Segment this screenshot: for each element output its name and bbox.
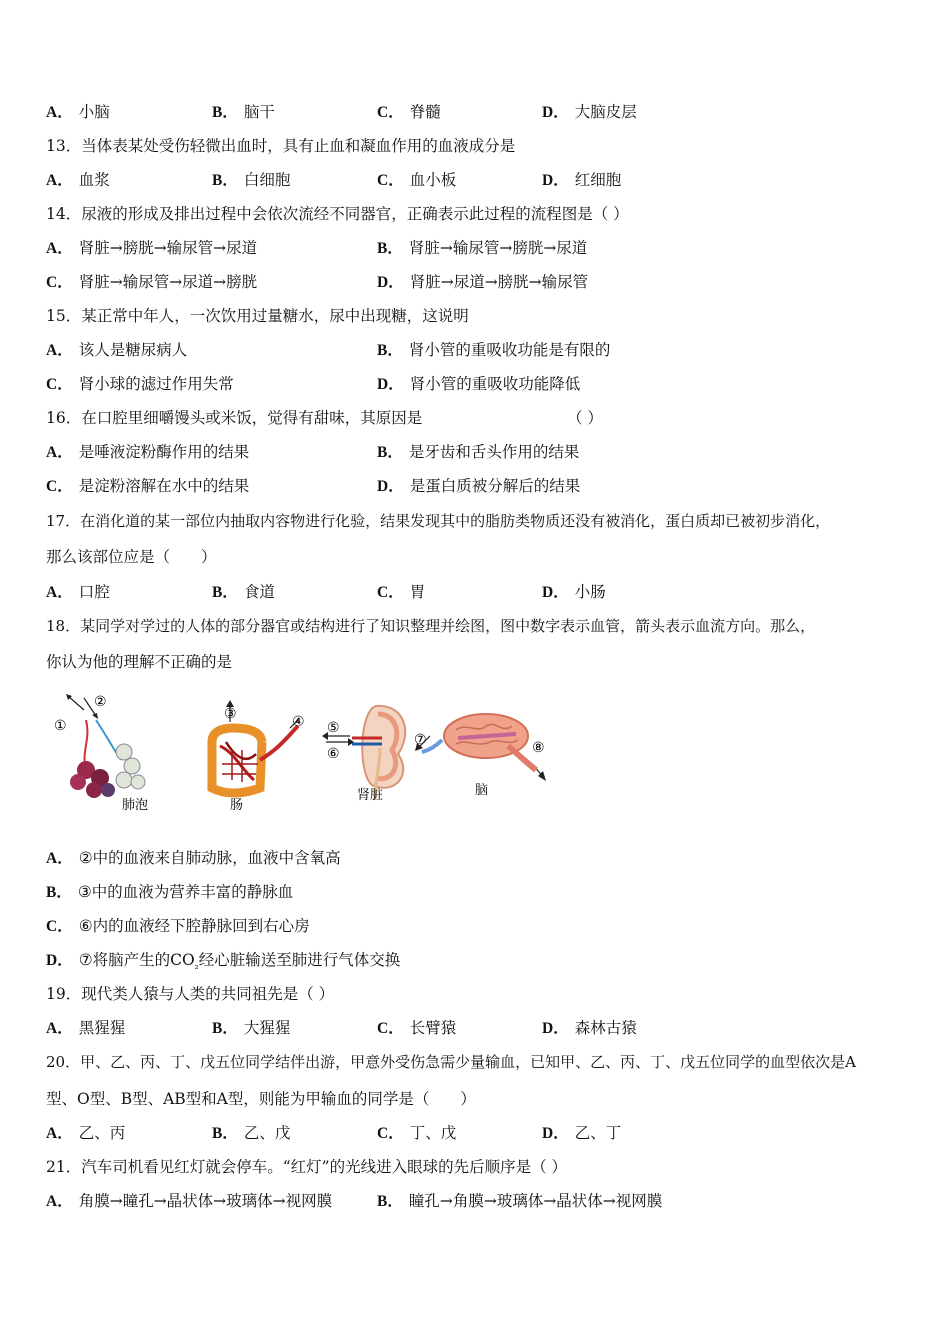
q13-stem: 13．当体表某处受伤轻微出血时，具有止血和凝血作用的血液成分是	[46, 137, 516, 155]
q16-answer-paren: （ ）	[567, 409, 603, 427]
q18-stem-line1: 18．某同学对学过的人体的部分器官或结构进行了知识整理并绘图，图中数字表示血管，箭头表示血流方向。那么，	[46, 617, 816, 635]
q21-stem: 21．汽车司机看见红灯就会停车。“红灯”的光线进入眼球的先后顺序是（ ）	[46, 1158, 568, 1176]
q20-stem-line1: 20．甲、乙、丙、丁、戊五位同学结伴出游，甲意外受伤急需少量输血，已知甲、乙、丙、丁、戊五位同学的血型依次是A	[46, 1053, 856, 1071]
vessel-label-7: ⑦	[414, 732, 427, 748]
figure-label-intestine: 肠	[230, 798, 244, 813]
q17-option-c: C． 胃	[377, 583, 426, 601]
q15-stem: 15．某正常中年人，一次饮用过量糖水，尿中出现糖，这说明	[46, 307, 469, 325]
q15-option-b: B． 肾小管的重吸收功能是有限的	[377, 341, 611, 359]
figure-label-alveoli: 肺泡	[122, 798, 149, 813]
q17-stem-line1: 17．在消化道的某一部位内抽取内容物进行化验，结果发现其中的脂肪类物质还没有被消化，蛋白质却已被初步消化，	[46, 512, 831, 530]
q19-option-d: D． 森林古猿	[542, 1019, 637, 1037]
q13-option-c: C． 血小板	[377, 171, 457, 189]
q18-option-a: A． ②中的血液来自肺动脉，血液中含氧高	[46, 849, 341, 867]
q14-stem: 14．尿液的形成及排出过程中会依次流经不同器官，正确表示此过程的流程图是（ ）	[46, 205, 629, 223]
q16-option-c: C． 是淀粉溶解在水中的结果	[46, 477, 250, 495]
q16-option-b: B． 是牙齿和舌头作用的结果	[377, 443, 580, 461]
q17-stem-line2: 那么该部位应是（ ）	[46, 548, 217, 566]
vessel-label-2: ②	[94, 694, 107, 710]
q14-option-b: B． 肾脏→输尿管→膀胱→尿道	[377, 239, 588, 257]
q14-option-d: D． 肾脏→尿道→膀胱→输尿管	[377, 273, 589, 291]
vessel-label-5: ⑤	[327, 720, 340, 736]
q15-option-d: D． 肾小管的重吸收功能降低	[377, 375, 581, 393]
vessel-label-3: ③	[224, 706, 237, 722]
q19-stem: 19．现代类人猿与人类的共同祖先是（ ）	[46, 985, 335, 1003]
q20-stem-line2: 型、O型、B型、AB型和A型，则能为甲输血的同学是（ ）	[46, 1090, 476, 1108]
q20-option-b: B． 乙、戊	[212, 1124, 291, 1142]
q15-option-c: C． 肾小球的滤过作用失常	[46, 375, 234, 393]
vessel-label-1: ①	[54, 718, 67, 734]
q12-option-c: C． 脊髓	[377, 103, 441, 121]
figure-label-brain: 脑	[475, 783, 489, 798]
q13-option-a: A． 血浆	[46, 171, 110, 189]
q12-option-a: A． 小脑	[46, 103, 110, 121]
q20-option-a: A． 乙、丙	[46, 1124, 126, 1142]
brain-illustration	[415, 714, 546, 781]
organ-blood-flow-figure	[46, 690, 566, 820]
q21-option-b: B． 瞳孔→角膜→玻璃体→晶状体→视网膜	[377, 1192, 663, 1210]
q18-option-d: D． ⑦将脑产生的$CO_{_2}$经心脏输送至肺进行气体交换	[46, 951, 401, 973]
q12-option-d: D． 大脑皮层	[542, 103, 637, 121]
q19-option-b: B． 大猩猩	[212, 1019, 291, 1037]
q17-option-a: A． 口腔	[46, 583, 110, 601]
q20-option-c: C． 丁、戊	[377, 1124, 457, 1142]
figure-label-kidney: 肾脏	[357, 788, 384, 803]
q17-option-d: D． 小肠	[542, 583, 606, 601]
q13-option-d: D． 红细胞	[542, 171, 622, 189]
q15-option-a: A． 该人是糖尿病人	[46, 341, 188, 359]
q14-option-a: A． 肾脏→膀胱→输尿管→尿道	[46, 239, 258, 257]
q12-option-b: B． 脑干	[212, 103, 275, 121]
q18-stem-line2: 你认为他的理解不正确的是	[46, 653, 233, 671]
q19-option-c: C． 长臂猿	[377, 1019, 457, 1037]
q16-option-a: A． 是唾液淀粉酶作用的结果	[46, 443, 250, 461]
q16-stem: 16．在口腔里细嚼馒头或米饭，觉得有甜味，其原因是	[46, 409, 423, 427]
vessel-label-8: ⑧	[532, 740, 545, 756]
q18-option-b: B． ③中的血液为营养丰富的静脉血	[46, 883, 294, 901]
q13-option-b: B． 白细胞	[212, 171, 291, 189]
q14-option-c: C． 肾脏→输尿管→尿道→膀胱	[46, 273, 258, 291]
vessel-label-6: ⑥	[327, 746, 340, 762]
q19-option-a: A． 黑猩猩	[46, 1019, 126, 1037]
q16-option-d: D． 是蛋白质被分解后的结果	[377, 477, 581, 495]
vessel-label-4: ④	[292, 714, 305, 730]
q17-option-b: B． 食道	[212, 583, 275, 601]
q20-option-d: D． 乙、丁	[542, 1124, 622, 1142]
q21-option-a: A． 角膜→瞳孔→晶状体→玻璃体→视网膜	[46, 1192, 333, 1210]
q18-option-c: C． ⑥内的血液经下腔静脉回到右心房	[46, 917, 310, 935]
